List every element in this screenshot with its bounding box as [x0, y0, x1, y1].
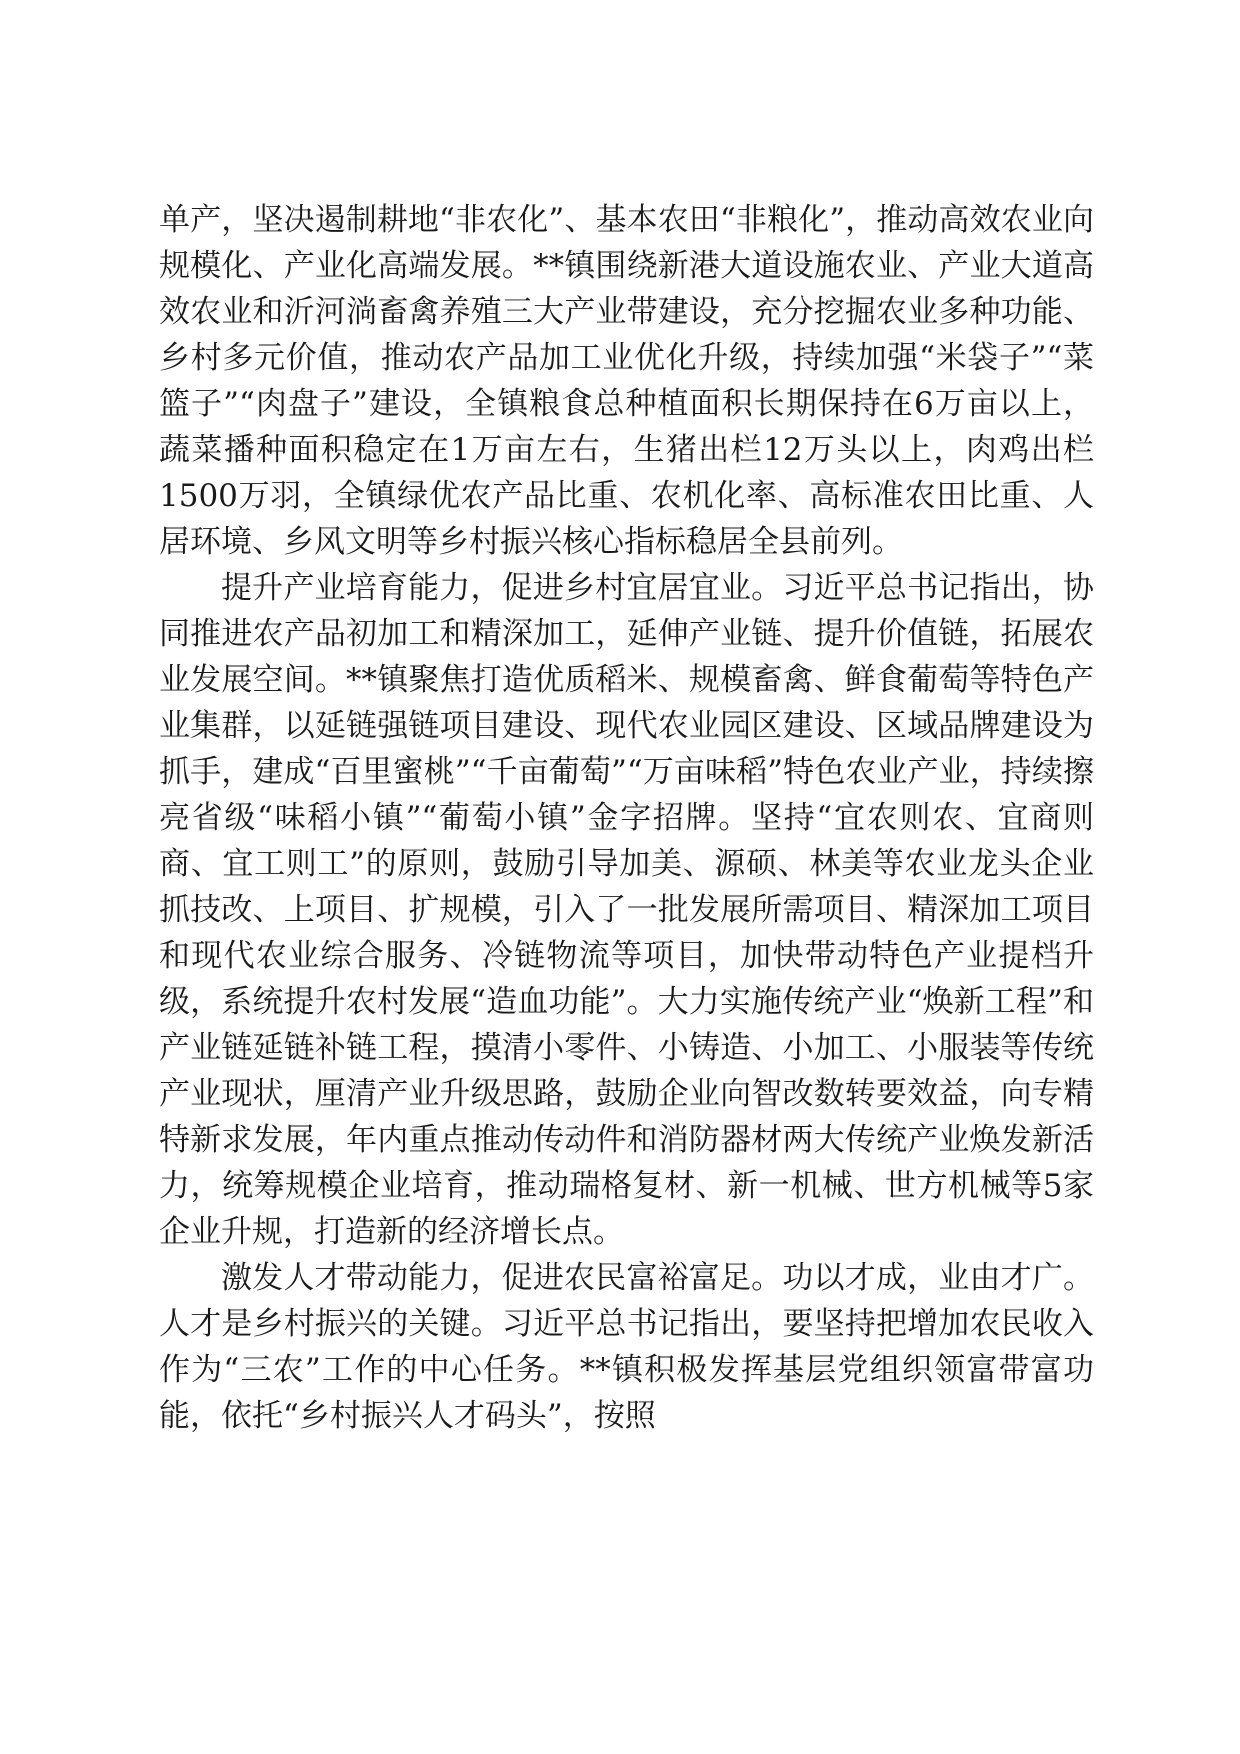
paragraph-continued-agriculture: 单产，坚决遏制耕地“非农化”、基本农田“非粮化”，推动高效农业向规模化、产业化高端发展。**镇围绕新港大道设施农业、产业大道高效农业和沂河淌畜禽养殖三大产业带建设，充分挖掘农业多种功能、乡村多元价值，推动农产品加工业优化升级，持续加强“米袋子”“菜篮子”“肉盘子”建设，全镇粮食总种植面积长期保持在6万亩以上，蔬菜播种面积稳定在1万亩左右，生猪出栏12万头以上，肉鸡出栏1500万羽，全镇绿优农产品比重、农机化率、高标准农田比重、人居环境、乡风文明等乡村振兴核心指标稳居全县前列。 [159, 202, 1094, 560]
paragraph-talent-driven: 激发人才带动能力，促进农民富裕富足。功以才成，业由才广。人才是乡村振兴的关键。习近平总书记指出，要坚持把增加农民收入作为“三农”工作的中心任务。**镇积极发挥基层党组织领富带富功能，依托“乡村振兴人才码头”，按照 [159, 1260, 1094, 1434]
paragraph-industry-cultivation: 提升产业培育能力，促进乡村宜居宜业。习近平总书记指出，协同推进农产品初加工和精深加工，延伸产业链、提升价值链，拓展农业发展空间。**镇聚焦打造优质稻米、规模畜禽、鲜食葡萄等特色产业集群，以延链强链项目建设、现代农业园区建设、区域品牌建设为抓手，建成“百里蜜桃”“千亩葡萄”“万亩味稻”特色农业产业，持续擦亮省级“味稻小镇”“葡萄小镇”金字招牌。坚持“宜农则农、宜商则商、宜工则工”的原则，鼓励引导加美、源硕、林美等农业龙头企业抓技改、上项目、扩规模，引入了一批发展所需项目、精深加工项目和现代农业综合服务、冷链物流等项目，加快带动特色产业提档升级，系统提升农村发展“造血功能”。大力实施传统产业“焕新工程”和产业链延链补链工程，摸清小零件、小铸造、小加工、小服装等传统产业现状，厘清产业升级思路，鼓励企业向智改数转要效益，向专精特新求发展，年内重点推动传动件和消防器材两大传统产业焕发新活力，统筹规模企业培育，推动瑞格复材、新一机械、世方机械等5家企业升规，打造新的经济增长点。 [159, 570, 1094, 1250]
document-body [159, 197, 1094, 1439]
